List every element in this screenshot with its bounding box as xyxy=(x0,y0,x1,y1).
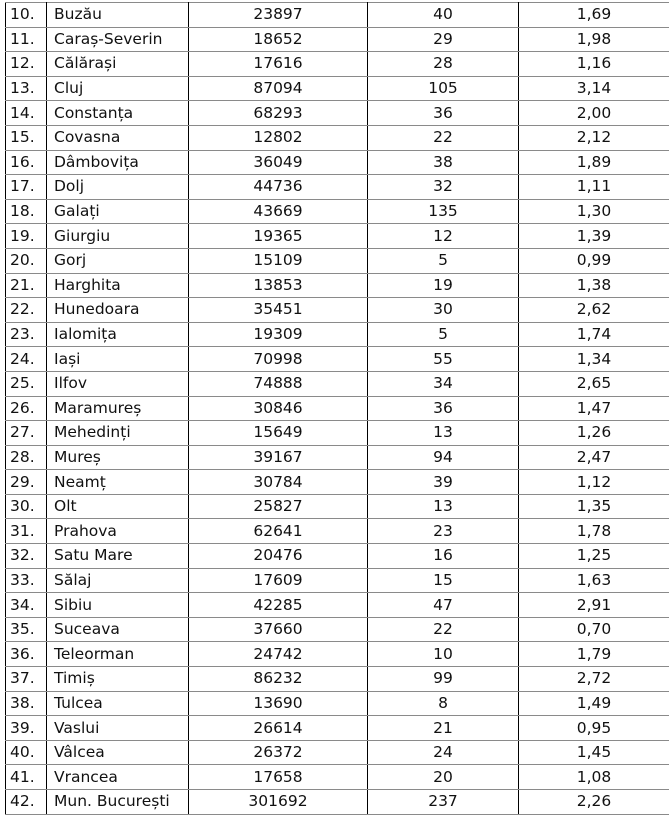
value-column-3-cell: 2,47 xyxy=(519,445,669,470)
value-column-3-cell: 0,99 xyxy=(519,248,669,273)
value-column-1-cell: 37660 xyxy=(189,617,368,642)
value-column-2-cell: 32 xyxy=(368,175,519,200)
table-row xyxy=(6,273,669,298)
table-row xyxy=(6,691,669,716)
value-column-2-cell: 20 xyxy=(368,765,519,790)
value-column-2-cell: 10 xyxy=(368,642,519,667)
value-column-2-cell: 12 xyxy=(368,224,519,249)
value-column-1-cell: 87094 xyxy=(189,76,368,101)
table-row xyxy=(6,371,669,396)
value-column-2-cell: 237 xyxy=(368,790,519,815)
row-number-cell: 16. xyxy=(6,150,47,175)
row-number-cell: 15. xyxy=(6,125,47,150)
county-name-cell: Giurgiu xyxy=(47,224,189,249)
value-column-3-cell: 1,89 xyxy=(519,150,669,175)
value-column-1-cell: 24742 xyxy=(189,642,368,667)
table-row xyxy=(6,445,669,470)
value-column-3-cell: 3,14 xyxy=(519,76,669,101)
county-name-cell: Ilfov xyxy=(47,371,189,396)
table-row xyxy=(6,125,669,150)
county-name-cell: Vaslui xyxy=(47,716,189,741)
table-row xyxy=(6,421,669,446)
table-row xyxy=(6,27,669,52)
row-number-cell: 23. xyxy=(6,322,47,347)
county-name-cell: Gorj xyxy=(47,248,189,273)
value-column-1-cell: 17609 xyxy=(189,568,368,593)
county-name-cell: Constanța xyxy=(47,101,189,126)
value-column-3-cell: 1,49 xyxy=(519,691,669,716)
table-row xyxy=(6,519,669,544)
county-name-cell: Cluj xyxy=(47,76,189,101)
row-number-cell: 22. xyxy=(6,298,47,323)
row-number-cell: 14. xyxy=(6,101,47,126)
table-row xyxy=(6,494,669,519)
value-column-2-cell: 5 xyxy=(368,248,519,273)
county-name-cell: Vrancea xyxy=(47,765,189,790)
value-column-3-cell: 2,72 xyxy=(519,667,669,692)
value-column-2-cell: 13 xyxy=(368,421,519,446)
table-row xyxy=(6,52,669,77)
value-column-2-cell: 55 xyxy=(368,347,519,372)
row-number-cell: 20. xyxy=(6,248,47,273)
county-name-cell: Mun. București xyxy=(47,790,189,815)
value-column-3-cell: 1,39 xyxy=(519,224,669,249)
value-column-1-cell: 42285 xyxy=(189,593,368,618)
table-row xyxy=(6,593,669,618)
county-name-cell: Neamț xyxy=(47,470,189,495)
value-column-1-cell: 18652 xyxy=(189,27,368,52)
value-column-2-cell: 47 xyxy=(368,593,519,618)
value-column-3-cell: 1,74 xyxy=(519,322,669,347)
value-column-2-cell: 30 xyxy=(368,298,519,323)
value-column-1-cell: 19365 xyxy=(189,224,368,249)
county-name-cell: Iași xyxy=(47,347,189,372)
row-number-cell: 42. xyxy=(6,790,47,815)
row-number-cell: 38. xyxy=(6,691,47,716)
value-column-3-cell: 1,11 xyxy=(519,175,669,200)
value-column-3-cell: 1,25 xyxy=(519,544,669,569)
value-column-2-cell: 21 xyxy=(368,716,519,741)
value-column-1-cell: 13853 xyxy=(189,273,368,298)
row-number-cell: 11. xyxy=(6,27,47,52)
value-column-2-cell: 34 xyxy=(368,371,519,396)
row-number-cell: 10. xyxy=(6,3,47,28)
value-column-1-cell: 86232 xyxy=(189,667,368,692)
value-column-2-cell: 13 xyxy=(368,494,519,519)
value-column-1-cell: 70998 xyxy=(189,347,368,372)
value-column-3-cell: 1,12 xyxy=(519,470,669,495)
county-name-cell: Satu Mare xyxy=(47,544,189,569)
table-row xyxy=(6,617,669,642)
county-name-cell: Ialomița xyxy=(47,322,189,347)
value-column-3-cell: 1,63 xyxy=(519,568,669,593)
value-column-3-cell: 0,95 xyxy=(519,716,669,741)
value-column-2-cell: 22 xyxy=(368,617,519,642)
value-column-2-cell: 38 xyxy=(368,150,519,175)
value-column-2-cell: 36 xyxy=(368,396,519,421)
value-column-1-cell: 26614 xyxy=(189,716,368,741)
row-number-cell: 41. xyxy=(6,765,47,790)
value-column-3-cell: 1,79 xyxy=(519,642,669,667)
value-column-2-cell: 99 xyxy=(368,667,519,692)
row-number-cell: 27. xyxy=(6,421,47,446)
county-data-table xyxy=(5,2,669,815)
row-number-cell: 18. xyxy=(6,199,47,224)
value-column-1-cell: 30784 xyxy=(189,470,368,495)
value-column-1-cell: 20476 xyxy=(189,544,368,569)
value-column-1-cell: 15109 xyxy=(189,248,368,273)
county-name-cell: Sibiu xyxy=(47,593,189,618)
county-name-cell: Harghita xyxy=(47,273,189,298)
value-column-1-cell: 17658 xyxy=(189,765,368,790)
row-number-cell: 24. xyxy=(6,347,47,372)
value-column-3-cell: 1,45 xyxy=(519,740,669,765)
table-row xyxy=(6,740,669,765)
table-row xyxy=(6,248,669,273)
table-body xyxy=(6,3,669,815)
value-column-2-cell: 5 xyxy=(368,322,519,347)
row-number-cell: 36. xyxy=(6,642,47,667)
table-row xyxy=(6,544,669,569)
table-row xyxy=(6,298,669,323)
row-number-cell: 29. xyxy=(6,470,47,495)
table-row xyxy=(6,101,669,126)
value-column-1-cell: 30846 xyxy=(189,396,368,421)
value-column-2-cell: 36 xyxy=(368,101,519,126)
value-column-1-cell: 68293 xyxy=(189,101,368,126)
value-column-3-cell: 1,78 xyxy=(519,519,669,544)
row-number-cell: 40. xyxy=(6,740,47,765)
county-name-cell: Caraș-Severin xyxy=(47,27,189,52)
value-column-3-cell: 2,12 xyxy=(519,125,669,150)
county-name-cell: Prahova xyxy=(47,519,189,544)
county-data-table-container xyxy=(5,2,666,815)
county-name-cell: Călărași xyxy=(47,52,189,77)
row-number-cell: 35. xyxy=(6,617,47,642)
value-column-3-cell: 1,26 xyxy=(519,421,669,446)
table-row xyxy=(6,470,669,495)
value-column-1-cell: 301692 xyxy=(189,790,368,815)
row-number-cell: 37. xyxy=(6,667,47,692)
county-name-cell: Covasna xyxy=(47,125,189,150)
row-number-cell: 28. xyxy=(6,445,47,470)
value-column-2-cell: 15 xyxy=(368,568,519,593)
value-column-1-cell: 12802 xyxy=(189,125,368,150)
row-number-cell: 21. xyxy=(6,273,47,298)
value-column-2-cell: 28 xyxy=(368,52,519,77)
value-column-1-cell: 26372 xyxy=(189,740,368,765)
county-name-cell: Buzău xyxy=(47,3,189,28)
row-number-cell: 13. xyxy=(6,76,47,101)
value-column-1-cell: 13690 xyxy=(189,691,368,716)
value-column-1-cell: 62641 xyxy=(189,519,368,544)
value-column-3-cell: 2,00 xyxy=(519,101,669,126)
row-number-cell: 34. xyxy=(6,593,47,618)
value-column-1-cell: 25827 xyxy=(189,494,368,519)
county-name-cell: Mehedinți xyxy=(47,421,189,446)
value-column-3-cell: 0,70 xyxy=(519,617,669,642)
table-row xyxy=(6,224,669,249)
county-name-cell: Teleorman xyxy=(47,642,189,667)
county-name-cell: Galați xyxy=(47,199,189,224)
value-column-3-cell: 1,98 xyxy=(519,27,669,52)
county-name-cell: Hunedoara xyxy=(47,298,189,323)
row-number-cell: 39. xyxy=(6,716,47,741)
table-row xyxy=(6,396,669,421)
table-row xyxy=(6,667,669,692)
county-name-cell: Suceava xyxy=(47,617,189,642)
value-column-1-cell: 35451 xyxy=(189,298,368,323)
value-column-2-cell: 19 xyxy=(368,273,519,298)
value-column-2-cell: 135 xyxy=(368,199,519,224)
table-row xyxy=(6,765,669,790)
value-column-3-cell: 2,65 xyxy=(519,371,669,396)
value-column-2-cell: 22 xyxy=(368,125,519,150)
row-number-cell: 25. xyxy=(6,371,47,396)
value-column-2-cell: 39 xyxy=(368,470,519,495)
county-name-cell: Dolj xyxy=(47,175,189,200)
value-column-2-cell: 94 xyxy=(368,445,519,470)
value-column-2-cell: 105 xyxy=(368,76,519,101)
county-name-cell: Vâlcea xyxy=(47,740,189,765)
value-column-3-cell: 1,38 xyxy=(519,273,669,298)
county-name-cell: Olt xyxy=(47,494,189,519)
value-column-2-cell: 8 xyxy=(368,691,519,716)
table-row xyxy=(6,568,669,593)
row-number-cell: 17. xyxy=(6,175,47,200)
county-name-cell: Mureș xyxy=(47,445,189,470)
value-column-3-cell: 1,47 xyxy=(519,396,669,421)
value-column-1-cell: 17616 xyxy=(189,52,368,77)
value-column-3-cell: 1,08 xyxy=(519,765,669,790)
row-number-cell: 30. xyxy=(6,494,47,519)
county-name-cell: Maramureș xyxy=(47,396,189,421)
value-column-3-cell: 1,30 xyxy=(519,199,669,224)
row-number-cell: 32. xyxy=(6,544,47,569)
value-column-1-cell: 39167 xyxy=(189,445,368,470)
table-row xyxy=(6,790,669,815)
value-column-2-cell: 40 xyxy=(368,3,519,28)
value-column-1-cell: 36049 xyxy=(189,150,368,175)
value-column-1-cell: 15649 xyxy=(189,421,368,446)
value-column-1-cell: 74888 xyxy=(189,371,368,396)
value-column-3-cell: 1,35 xyxy=(519,494,669,519)
table-row xyxy=(6,175,669,200)
row-number-cell: 33. xyxy=(6,568,47,593)
value-column-1-cell: 19309 xyxy=(189,322,368,347)
row-number-cell: 12. xyxy=(6,52,47,77)
county-name-cell: Dâmbovița xyxy=(47,150,189,175)
county-name-cell: Timiș xyxy=(47,667,189,692)
value-column-3-cell: 2,62 xyxy=(519,298,669,323)
value-column-1-cell: 44736 xyxy=(189,175,368,200)
value-column-2-cell: 16 xyxy=(368,544,519,569)
county-name-cell: Sălaj xyxy=(47,568,189,593)
table-row xyxy=(6,347,669,372)
value-column-3-cell: 1,16 xyxy=(519,52,669,77)
table-row xyxy=(6,716,669,741)
row-number-cell: 31. xyxy=(6,519,47,544)
value-column-3-cell: 2,26 xyxy=(519,790,669,815)
table-row xyxy=(6,150,669,175)
table-row xyxy=(6,199,669,224)
row-number-cell: 26. xyxy=(6,396,47,421)
table-row xyxy=(6,76,669,101)
table-row xyxy=(6,322,669,347)
row-number-cell: 19. xyxy=(6,224,47,249)
value-column-2-cell: 23 xyxy=(368,519,519,544)
table-row xyxy=(6,642,669,667)
value-column-3-cell: 1,34 xyxy=(519,347,669,372)
value-column-3-cell: 2,91 xyxy=(519,593,669,618)
county-name-cell: Tulcea xyxy=(47,691,189,716)
table-row xyxy=(6,3,669,28)
value-column-1-cell: 23897 xyxy=(189,3,368,28)
value-column-1-cell: 43669 xyxy=(189,199,368,224)
value-column-2-cell: 29 xyxy=(368,27,519,52)
value-column-3-cell: 1,69 xyxy=(519,3,669,28)
value-column-2-cell: 24 xyxy=(368,740,519,765)
